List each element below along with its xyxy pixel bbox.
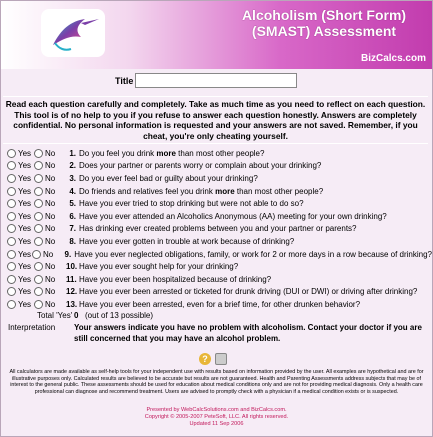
action-icons: [199, 353, 227, 365]
yes-radio[interactable]: [7, 262, 16, 271]
yes-label: Yes: [18, 186, 32, 196]
question-number: 13.: [66, 299, 78, 309]
yes-radio[interactable]: [7, 275, 16, 284]
footer: [1, 407, 432, 428]
no-radio[interactable]: [34, 224, 43, 233]
yes-radio[interactable]: [7, 250, 16, 259]
footer-copyright: Copyright © 2005-2007 PeteSoft, LLC. All rights reserved.: [144, 414, 289, 420]
no-option[interactable]: [34, 275, 61, 284]
question-text: [79, 287, 417, 296]
question-text-pre: Has drinking ever created problems between you and your partner or parents?: [79, 224, 357, 234]
no-radio[interactable]: [34, 187, 43, 196]
yes-option[interactable]: [7, 187, 34, 196]
yes-radio[interactable]: [7, 149, 16, 158]
footer-updated: Updated 11 Sep 2006: [189, 421, 244, 427]
no-radio[interactable]: [34, 262, 43, 271]
no-option[interactable]: [34, 300, 61, 309]
yes-radio[interactable]: [7, 224, 16, 233]
yes-option[interactable]: [7, 199, 34, 208]
no-label: No: [45, 199, 56, 209]
help-icon[interactable]: ?: [199, 353, 211, 365]
question-row: [7, 197, 432, 210]
question-text-pre: Have you ever neglected obligations, family, or work for 2 or more days in a row because of drinking?: [74, 249, 432, 259]
title-label: Title: [115, 76, 134, 86]
no-radio[interactable]: [34, 212, 43, 221]
question-row: [7, 286, 432, 299]
yes-label: Yes: [18, 287, 32, 297]
question-text: [79, 212, 387, 221]
question-text-pre: Have you ever been arrested, even for a brief time, for other drunken behavior?: [79, 299, 361, 309]
yes-label: Yes: [18, 148, 32, 158]
yes-radio[interactable]: [7, 199, 16, 208]
question-number: 11.: [66, 274, 77, 284]
yes-option[interactable]: [7, 149, 34, 158]
question-row: [7, 235, 432, 248]
no-radio[interactable]: [34, 149, 43, 158]
yes-label: Yes: [18, 236, 32, 246]
instructions: Read each question carefully and completely. Take as much time as you need to reflect on each question. This tool is of no help to you if you refuse to answer each question honestly. Answers are completely confidential. No personal information is requested and your answers are not saved. Remember, if you cheat, you're only cheating yourself.: [3, 96, 428, 144]
disclaimer: All calculators are made available as self-help tools for your independent use with results based on information provided by the user. All examples are hypothetical and are for illustrative purposes only. Calculated results are believed to be accurate but results are not guaranteed. Health and Parenting Assessments address subjects that may be of interest to the general public. These assessments should be used for education about medical conditions only and are not for providing medical diagnosis. Only a health care professional can diagnose and recommend treatment. Users are advised to promptly check with a physician if a medical condition exists or is suspected.: [9, 369, 424, 395]
question-text: [74, 250, 432, 259]
header-banner: [1, 1, 432, 69]
title-row: [1, 73, 432, 91]
yes-radio[interactable]: [7, 187, 16, 196]
yes-label: Yes: [18, 161, 32, 171]
question-number: 6.: [69, 211, 76, 221]
no-radio[interactable]: [32, 250, 41, 259]
no-radio[interactable]: [34, 275, 43, 284]
no-radio[interactable]: [34, 287, 43, 296]
site-name: BizCalcs.com: [360, 53, 426, 64]
question-row: [7, 223, 432, 236]
question-row: [7, 248, 432, 261]
no-radio[interactable]: [34, 300, 43, 309]
question-text: [79, 237, 294, 246]
print-icon[interactable]: [215, 353, 227, 365]
no-option[interactable]: [34, 237, 61, 246]
question-text: [79, 149, 264, 158]
footer-presented[interactable]: Presented by WebCalcSolutions.com and BizCalcs.com.: [146, 407, 287, 413]
question-text-bold: more: [215, 186, 235, 196]
no-option[interactable]: [32, 250, 57, 259]
question-text-pre: Have you ever sought help for your drinking?: [79, 262, 239, 272]
question-row: [7, 260, 432, 273]
no-label: No: [45, 236, 56, 246]
question-row: [7, 298, 432, 311]
no-label: No: [45, 224, 56, 234]
title-line-2: (SMAST) Assessment: [251, 23, 397, 39]
yes-label: Yes: [18, 224, 32, 234]
question-text-pre: Have you ever gotten in trouble at work because of drinking?: [79, 236, 295, 246]
total-note: (out of 13 possible): [85, 311, 154, 320]
page-title: [219, 7, 429, 39]
interpretation-label: Interpretation: [8, 323, 56, 332]
question-text: [79, 262, 238, 271]
yes-radio[interactable]: [7, 300, 16, 309]
question-row: [7, 273, 432, 286]
yes-label: Yes: [18, 211, 32, 221]
question-list: [7, 147, 432, 311]
no-radio[interactable]: [34, 237, 43, 246]
yes-option[interactable]: [7, 212, 34, 221]
no-label: No: [45, 173, 56, 183]
yes-radio[interactable]: [7, 237, 16, 246]
yes-option[interactable]: [7, 275, 34, 284]
question-text: [79, 300, 360, 309]
no-radio[interactable]: [34, 199, 43, 208]
yes-option[interactable]: [7, 174, 34, 183]
no-option[interactable]: [34, 161, 61, 170]
total-value: 0: [74, 311, 79, 320]
title-input[interactable]: [135, 73, 297, 88]
no-option[interactable]: [34, 149, 61, 158]
no-label: No: [45, 211, 56, 221]
question-row: [7, 172, 432, 185]
question-text-pre: Do you ever feel bad or guilty about your drinking?: [79, 173, 258, 183]
question-text-pre: Have you ever been arrested or ticketed for drunk driving (DUI or DWI) or driving after drinking?: [79, 287, 418, 297]
no-label: No: [45, 262, 56, 272]
question-number: 3.: [69, 173, 76, 183]
question-row: [7, 185, 432, 198]
question-text: [79, 275, 271, 284]
question-text-pre: Have you ever attended an Alcoholics Anonymous (AA) meeting for your own drinking?: [79, 211, 387, 221]
no-label: No: [45, 161, 56, 171]
yes-label: Yes: [18, 299, 32, 309]
question-number: 8.: [69, 236, 76, 246]
no-label: No: [42, 249, 54, 259]
question-row: [7, 147, 432, 160]
question-number: 4.: [69, 186, 76, 196]
question-number: 12.: [66, 287, 78, 297]
question-number: 7.: [69, 224, 76, 234]
total-label: Total 'Yes': [37, 311, 73, 320]
no-option[interactable]: [34, 212, 61, 221]
no-option[interactable]: [34, 287, 61, 296]
no-option[interactable]: [34, 174, 61, 183]
hummingbird-logo: [41, 9, 105, 57]
question-number: 2.: [69, 161, 76, 171]
question-text: [79, 224, 357, 233]
question-number: 1.: [69, 148, 76, 158]
question-text-pre: Have you ever tried to stop drinking but were not able to do so?: [79, 199, 304, 209]
no-label: No: [45, 287, 56, 297]
no-label: No: [45, 186, 56, 196]
no-option[interactable]: [34, 187, 61, 196]
question-text-pre: Does your partner or parents worry or complain about your drinking?: [79, 161, 322, 171]
question-text: [79, 199, 304, 208]
no-radio[interactable]: [34, 174, 43, 183]
no-option[interactable]: [34, 199, 61, 208]
yes-label: Yes: [18, 262, 32, 272]
yes-radio[interactable]: [7, 161, 16, 170]
yes-radio[interactable]: [7, 174, 16, 183]
no-label: No: [45, 274, 56, 284]
yes-radio[interactable]: [7, 212, 16, 221]
interpretation-text: Your answers indicate you have no problem with alcoholism. Contact your doctor if you are still concerned that you may have an alcohol problem.: [74, 323, 422, 343]
question-text-post: than most other people?: [234, 186, 324, 196]
question-row: [7, 210, 432, 223]
question-text-post: than most other people?: [175, 148, 265, 158]
yes-radio[interactable]: [7, 287, 16, 296]
no-radio[interactable]: [34, 161, 43, 170]
yes-option[interactable]: [7, 237, 34, 246]
yes-option[interactable]: [7, 300, 34, 309]
yes-option[interactable]: [7, 287, 34, 296]
yes-label: Yes: [18, 199, 32, 209]
question-number: 5.: [69, 199, 76, 209]
title-line-1: Alcoholism (Short Form): [241, 7, 407, 23]
question-text-pre: Do you feel you drink: [79, 148, 157, 158]
no-option[interactable]: [34, 224, 61, 233]
question-text-pre: Have you ever been hospitalized because of drinking?: [79, 274, 272, 284]
no-option[interactable]: [34, 262, 61, 271]
question-text: [79, 161, 321, 170]
no-label: No: [45, 299, 56, 309]
question-text: [79, 187, 323, 196]
question-number: 9.: [64, 249, 72, 259]
no-label: No: [45, 148, 56, 158]
yes-option[interactable]: [7, 250, 32, 259]
yes-label: Yes: [18, 274, 32, 284]
question-row: [7, 160, 432, 173]
question-text: [79, 174, 258, 183]
question-text-bold: more: [156, 148, 176, 158]
yes-label: Yes: [18, 249, 32, 259]
question-text-pre: Do friends and relatives feel you drink: [79, 186, 216, 196]
question-number: 10.: [66, 262, 78, 272]
yes-option[interactable]: [7, 224, 34, 233]
yes-option[interactable]: [7, 161, 34, 170]
yes-label: Yes: [18, 173, 32, 183]
yes-option[interactable]: [7, 262, 34, 271]
